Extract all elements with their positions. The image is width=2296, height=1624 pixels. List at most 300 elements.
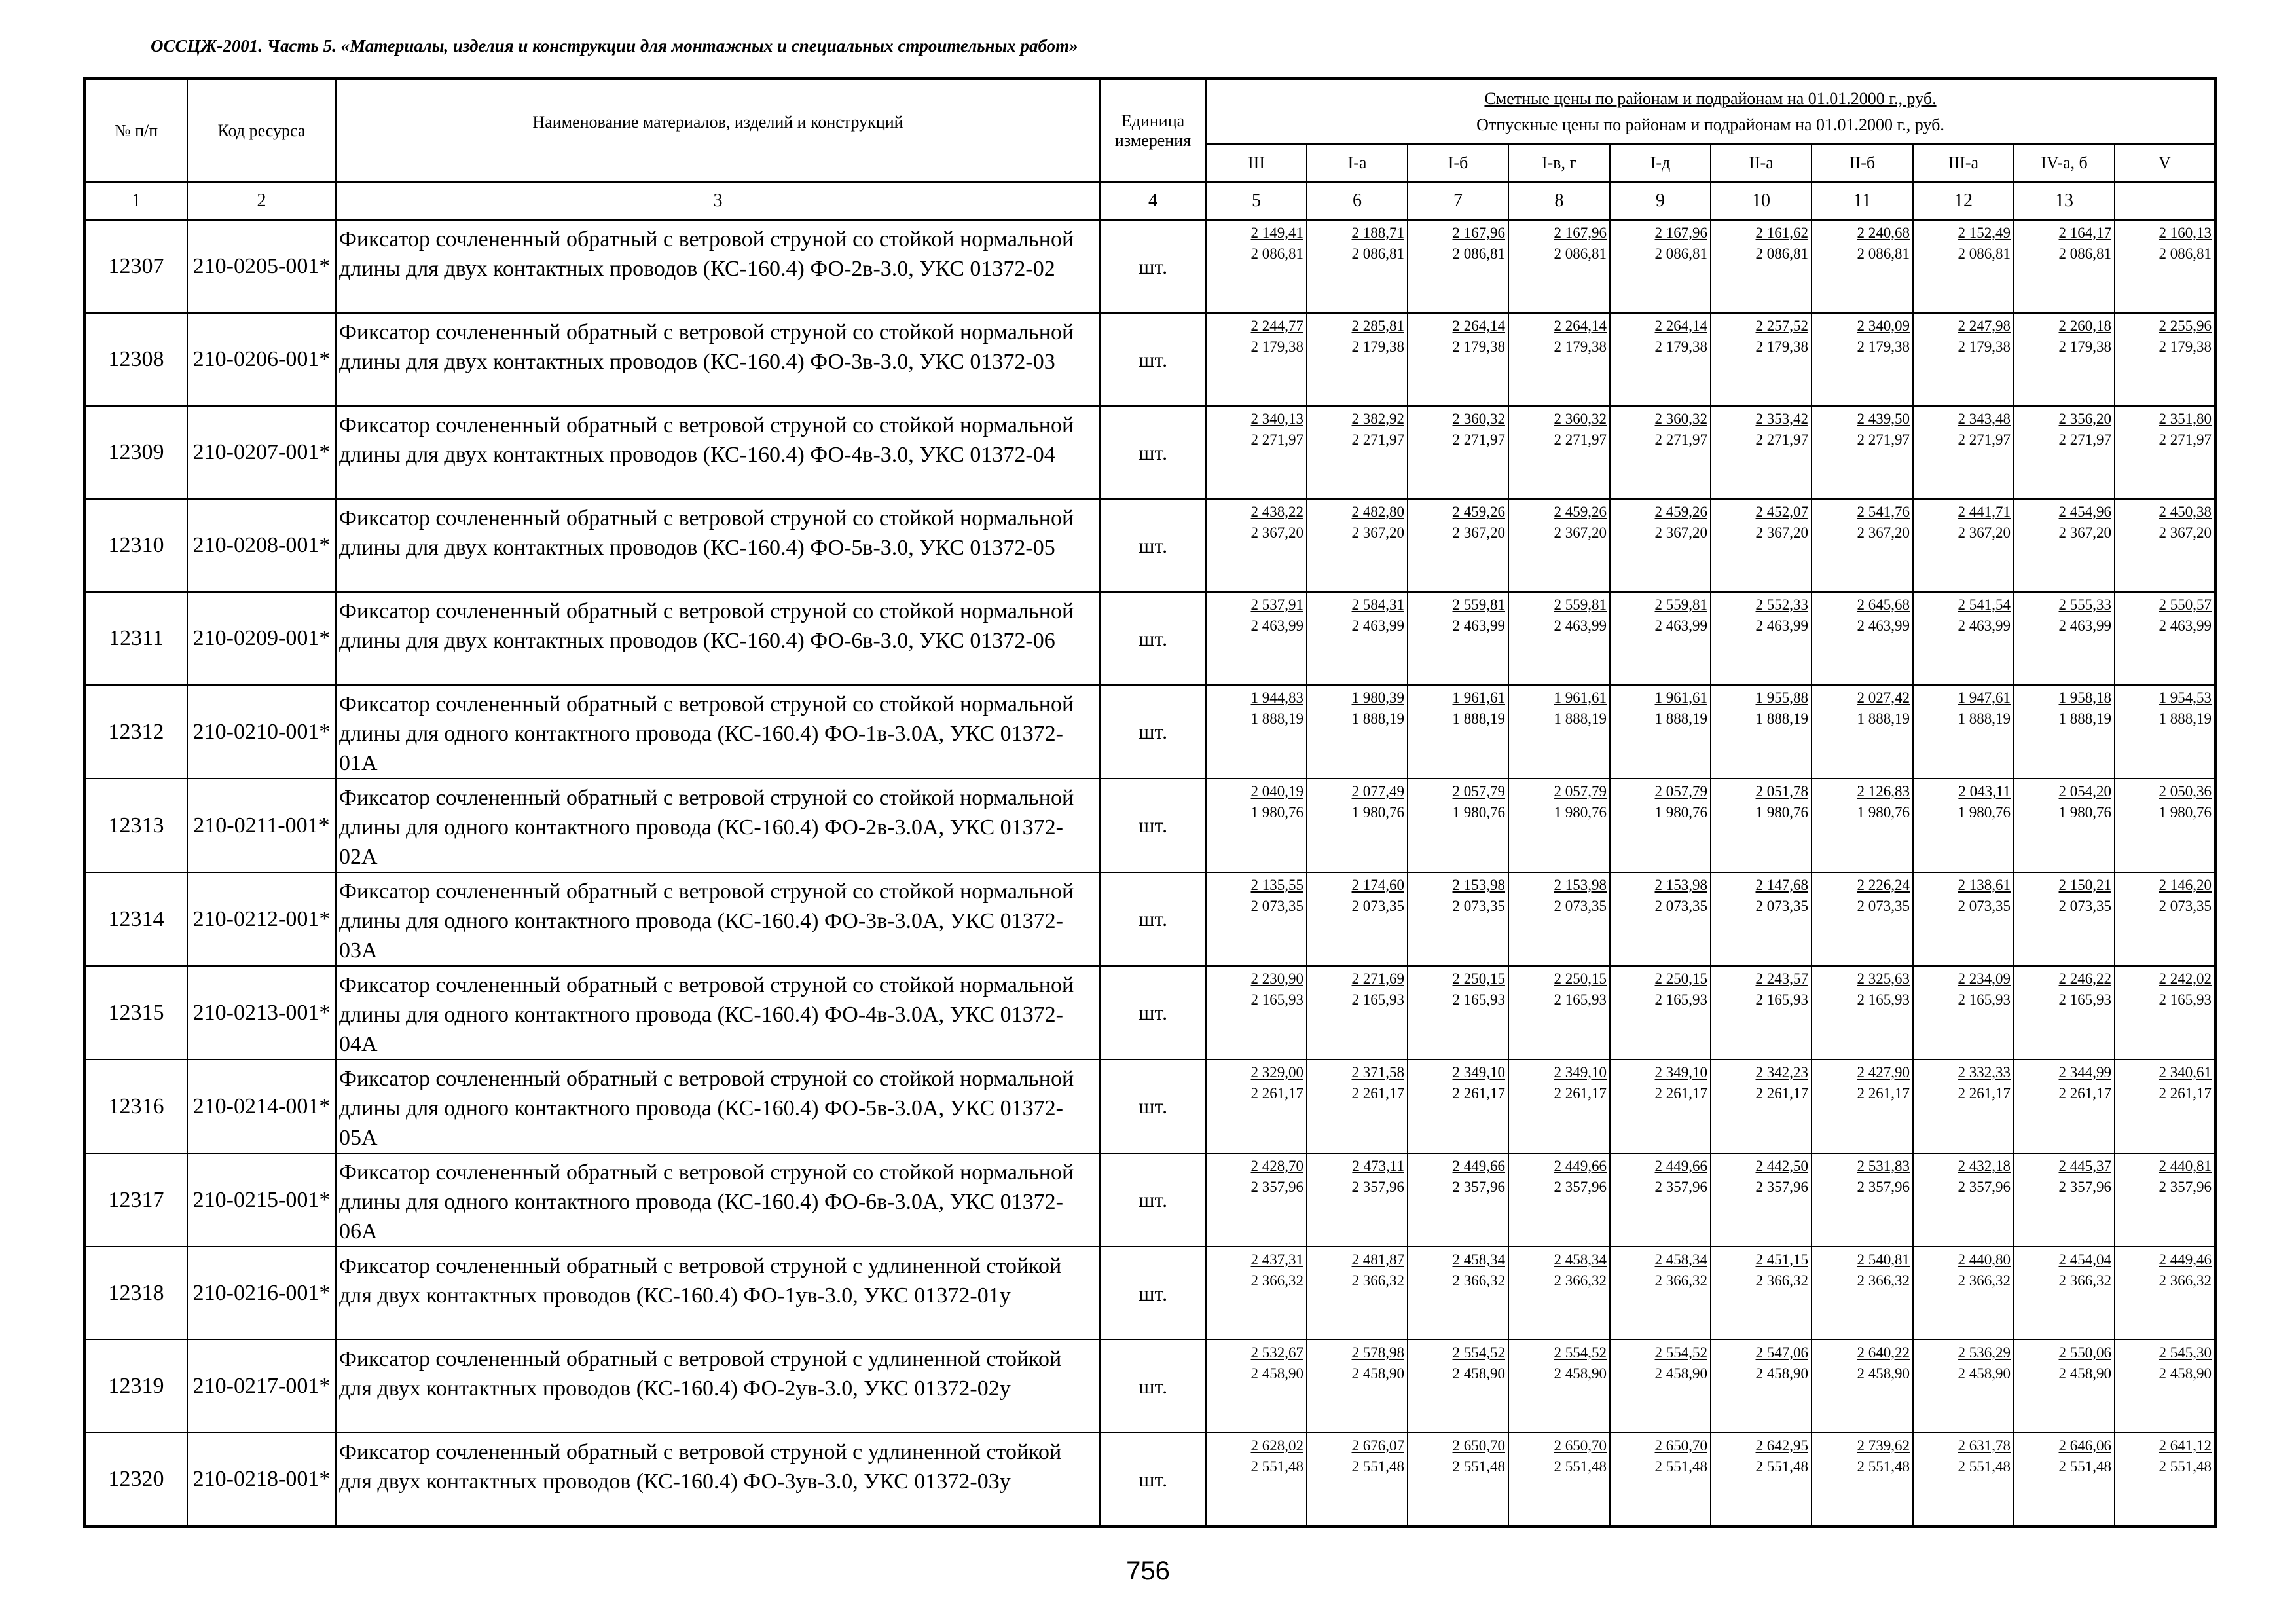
estimate-price: 2 242,02: [2159, 970, 2212, 987]
estimate-price: 2 449,46: [2159, 1251, 2212, 1268]
row-number: 12308: [84, 313, 187, 406]
column-number: 5: [1206, 182, 1307, 220]
price-table: [83, 77, 2217, 1528]
col-header-name: Наименование материалов, изделий и конструкций: [336, 79, 1100, 182]
estimate-price: 1 955,88: [1755, 690, 1808, 706]
col-header-prices: [1206, 79, 2215, 144]
table-row: [84, 1247, 2215, 1340]
release-price: 2 271,97: [1554, 432, 1607, 448]
release-price: 1 980,76: [1554, 804, 1607, 821]
release-price: 2 366,32: [2159, 1272, 2212, 1289]
estimate-price: 2 540,81: [1857, 1251, 1910, 1268]
estimate-price: 2 382,92: [1351, 411, 1404, 427]
price-cell: [1913, 966, 2014, 1060]
price-cell: [1610, 872, 1711, 966]
price-cell: [1508, 966, 1610, 1060]
release-price: 2 261,17: [2058, 1085, 2111, 1101]
price-cell: [1711, 1153, 1812, 1247]
estimate-price: 2 641,12: [2159, 1437, 2212, 1454]
release-price: 2 073,35: [1250, 898, 1303, 914]
price-cell: [2115, 779, 2215, 872]
price-cell: [1206, 220, 1307, 313]
release-price: 2 551,48: [1351, 1458, 1404, 1475]
release-price: 2 261,17: [2159, 1085, 2212, 1101]
price-cell: [1307, 1340, 1408, 1433]
release-price: 2 357,96: [1857, 1179, 1910, 1195]
release-price: 2 551,48: [1250, 1458, 1303, 1475]
price-cell: [1508, 1153, 1610, 1247]
estimate-price: 2 153,98: [1554, 877, 1607, 893]
estimate-price: 2 428,70: [1250, 1158, 1303, 1174]
estimate-price: 1 944,83: [1250, 690, 1303, 706]
release-price: 1 888,19: [1554, 710, 1607, 727]
price-cell: [1307, 966, 1408, 1060]
estimate-price: 2 353,42: [1755, 411, 1808, 427]
table-row: [84, 779, 2215, 872]
estimate-price: 2 149,41: [1250, 225, 1303, 241]
release-price: 2 179,38: [2159, 339, 2212, 355]
release-price: 2 271,97: [2159, 432, 2212, 448]
price-cell: [1508, 1060, 1610, 1153]
estimate-price: 2 555,33: [2058, 597, 2111, 613]
estimate-price: 2 343,48: [1958, 411, 2011, 427]
row-number: 12307: [84, 220, 187, 313]
release-price: 2 367,20: [1250, 525, 1303, 541]
release-price: 2 271,97: [1452, 432, 1505, 448]
price-cell: [1711, 592, 1812, 685]
price-cell: [1610, 1153, 1711, 1247]
release-price: 2 551,48: [1958, 1458, 2011, 1475]
release-price: 2 165,93: [1958, 991, 2011, 1008]
price-cell: [1206, 779, 1307, 872]
table-row: [84, 1433, 2215, 1526]
table-row: [84, 220, 2215, 313]
price-cell: [1812, 779, 1913, 872]
release-price: 2 073,35: [1554, 898, 1607, 914]
estimate-price: 2 329,00: [1250, 1064, 1303, 1080]
estimate-price: 2 153,98: [1452, 877, 1505, 893]
release-price: 2 271,97: [2058, 432, 2111, 448]
estimate-price: 2 246,22: [2058, 970, 2111, 987]
estimate-price: 2 440,80: [1958, 1251, 2011, 1268]
release-price: 2 366,32: [1958, 1272, 2011, 1289]
release-price: 2 073,35: [1755, 898, 1808, 914]
price-cell: [1812, 1340, 1913, 1433]
estimate-price: 1 961,61: [1654, 690, 1707, 706]
estimate-price: 2 351,80: [2159, 411, 2212, 427]
column-number: 12: [1913, 182, 2014, 220]
estimate-price: 2 027,42: [1857, 690, 1910, 706]
release-price: 1 888,19: [2159, 710, 2212, 727]
release-price: 2 458,90: [1351, 1365, 1404, 1382]
release-price: 2 551,48: [1452, 1458, 1505, 1475]
price-cell: [1711, 406, 1812, 499]
release-price: 2 458,90: [2058, 1365, 2111, 1382]
release-price: 2 551,48: [2159, 1458, 2212, 1475]
estimate-price: 2 454,96: [2058, 504, 2111, 520]
estimate-price: 2 344,99: [2058, 1064, 2111, 1080]
price-cell: [1711, 685, 1812, 779]
estimate-price: 2 559,81: [1554, 597, 1607, 613]
release-price: 2 073,35: [1351, 898, 1404, 914]
release-price: 2 463,99: [1452, 618, 1505, 634]
estimate-price: 1 958,18: [2058, 690, 2111, 706]
release-price: 2 366,32: [1857, 1272, 1910, 1289]
price-cell: [2014, 1247, 2115, 1340]
release-price: 2 367,20: [1554, 525, 1607, 541]
resource-code: 210-0205-001*: [187, 220, 336, 313]
estimate-price: 2 167,96: [1554, 225, 1607, 241]
estimate-price: 1 947,61: [1958, 690, 2011, 706]
region-header: II-б: [1812, 144, 1913, 182]
col-header-code: Код ресурса: [187, 79, 336, 182]
price-cell: [1913, 779, 2014, 872]
estimate-price: 2 167,96: [1654, 225, 1707, 241]
price-cell: [1508, 685, 1610, 779]
release-price: 2 073,35: [1452, 898, 1505, 914]
estimate-price: 2 356,20: [2058, 411, 2111, 427]
region-header: III: [1206, 144, 1307, 182]
release-price: 2 366,32: [1755, 1272, 1808, 1289]
price-cell: [1408, 1153, 1508, 1247]
column-number: 6: [1307, 182, 1408, 220]
price-cell: [1508, 1340, 1610, 1433]
price-cell: [1508, 220, 1610, 313]
price-cell: [2115, 685, 2215, 779]
resource-code: 210-0214-001*: [187, 1060, 336, 1153]
release-price: 2 366,32: [1452, 1272, 1505, 1289]
region-header: I-а: [1307, 144, 1408, 182]
unit-cell: шт.: [1100, 1433, 1206, 1526]
column-number: 13: [2014, 182, 2115, 220]
estimate-price: 1 980,39: [1351, 690, 1404, 706]
release-price: 2 073,35: [1654, 898, 1707, 914]
release-price: 2 367,20: [1958, 525, 2011, 541]
table-row: [84, 872, 2215, 966]
estimate-price: 2 438,22: [1250, 504, 1303, 520]
price-cell: [1711, 313, 1812, 406]
price-cell: [1206, 685, 1307, 779]
price-cell: [1913, 1340, 2014, 1433]
unit-cell: шт.: [1100, 685, 1206, 779]
estimate-price: 2 243,57: [1755, 970, 1808, 987]
price-cell: [1508, 406, 1610, 499]
price-cell: [2014, 1060, 2115, 1153]
release-price: 2 458,90: [2159, 1365, 2212, 1382]
price-cell: [1610, 1060, 1711, 1153]
price-cell: [1812, 966, 1913, 1060]
price-cell: [1307, 685, 1408, 779]
estimate-price: 2 240,68: [1857, 225, 1910, 241]
release-price: 2 357,96: [1351, 1179, 1404, 1195]
release-price: 2 261,17: [1755, 1085, 1808, 1101]
price-cell: [1206, 1153, 1307, 1247]
release-price: 2 179,38: [2058, 339, 2111, 355]
price-cell: [2115, 220, 2215, 313]
estimate-price: 2 234,09: [1958, 970, 2011, 987]
resource-code: 210-0217-001*: [187, 1340, 336, 1433]
release-price: 2 357,96: [2058, 1179, 2111, 1195]
release-price: 2 073,35: [2058, 898, 2111, 914]
release-price: 2 165,93: [2058, 991, 2111, 1008]
estimate-price: 2 340,13: [1250, 411, 1303, 427]
estimate-price: 2 449,66: [1452, 1158, 1505, 1174]
estimate-price: 2 332,33: [1958, 1064, 2011, 1080]
item-name: Фиксатор сочлененный обратный с ветровой струной с удлиненной стойкой для двух контактных проводов (КС-160.4) ФО-1ув-3.0, УКС 01372-01у: [336, 1247, 1100, 1340]
price-cell: [1812, 1153, 1913, 1247]
price-cell: [1711, 499, 1812, 592]
price-cell: [1307, 220, 1408, 313]
estimate-price: 2 043,11: [1958, 783, 2011, 800]
estimate-price: 2 153,98: [1654, 877, 1707, 893]
item-name: Фиксатор сочлененный обратный с ветровой струной со стойкой нормальной длины для одного контактного провода (КС-160.4) ФО-3в-3.0А, УКС 01372-03А: [336, 872, 1100, 966]
row-number: 12311: [84, 592, 187, 685]
release-price: 1 888,19: [1958, 710, 2011, 727]
resource-code: 210-0207-001*: [187, 406, 336, 499]
price-cell: [1913, 499, 2014, 592]
resource-code: 210-0215-001*: [187, 1153, 336, 1247]
estimate-price: 2 342,23: [1755, 1064, 1808, 1080]
estimate-price: 2 439,50: [1857, 411, 1910, 427]
release-price: 2 357,96: [1554, 1179, 1607, 1195]
release-price: 2 165,93: [1554, 991, 1607, 1008]
price-cell: [1408, 1060, 1508, 1153]
estimate-price: 2 458,34: [1452, 1251, 1505, 1268]
price-cell: [2014, 406, 2115, 499]
release-price: 2 179,38: [1958, 339, 2011, 355]
release-price: 2 179,38: [1351, 339, 1404, 355]
price-cell: [1913, 313, 2014, 406]
release-price: 1 980,76: [1654, 804, 1707, 821]
estimate-price: 2 459,26: [1554, 504, 1607, 520]
table-row: [84, 1153, 2215, 1247]
resource-code: 210-0216-001*: [187, 1247, 336, 1340]
estimate-price: 2 271,69: [1351, 970, 1404, 987]
release-price: 2 463,99: [1958, 618, 2011, 634]
row-number: 12317: [84, 1153, 187, 1247]
price-cell: [1307, 313, 1408, 406]
price-cell: [1307, 872, 1408, 966]
release-price: 2 357,96: [2159, 1179, 2212, 1195]
estimate-price: 2 349,10: [1554, 1064, 1607, 1080]
estimate-price: 2 161,62: [1755, 225, 1808, 241]
price-cell: [1913, 872, 2014, 966]
unit-cell: шт.: [1100, 779, 1206, 872]
estimate-price: 2 541,54: [1958, 597, 2011, 613]
release-price: 2 463,99: [1755, 618, 1808, 634]
item-name: Фиксатор сочлененный обратный с ветровой струной со стойкой нормальной длины для двух контактных проводов (КС-160.4) ФО-2в-3.0, УКС 01372-02: [336, 220, 1100, 313]
release-price: 2 179,38: [1250, 339, 1303, 355]
price-cell: [1408, 966, 1508, 1060]
item-name: Фиксатор сочлененный обратный с ветровой струной со стойкой нормальной длины для одного контактного провода (КС-160.4) ФО-2в-3.0А, УКС 01372-02А: [336, 779, 1100, 872]
estimate-price: 2 645,68: [1857, 597, 1910, 613]
release-price: 1 980,76: [2159, 804, 2212, 821]
release-price: 2 551,48: [1654, 1458, 1707, 1475]
row-number: 12320: [84, 1433, 187, 1526]
price-cell: [1307, 1153, 1408, 1247]
row-number: 12316: [84, 1060, 187, 1153]
estimate-price: 2 559,81: [1654, 597, 1707, 613]
price-cell: [1610, 499, 1711, 592]
price-cell: [1408, 406, 1508, 499]
estimate-price: 1 954,53: [2159, 690, 2212, 706]
price-cell: [1610, 685, 1711, 779]
estimate-price: 2 160,13: [2159, 225, 2212, 241]
resource-code: 210-0212-001*: [187, 872, 336, 966]
price-cell: [2115, 313, 2215, 406]
row-number: 12319: [84, 1340, 187, 1433]
release-price: 2 086,81: [1958, 246, 2011, 262]
price-cell: [1812, 406, 1913, 499]
release-price: 2 367,20: [1755, 525, 1808, 541]
estimate-price: 2 536,29: [1958, 1344, 2011, 1361]
release-price: 2 086,81: [1452, 246, 1505, 262]
estimate-price: 2 164,17: [2058, 225, 2111, 241]
price-cell: [1913, 406, 2014, 499]
price-cell: [1206, 406, 1307, 499]
estimate-price: 1 961,61: [1452, 690, 1505, 706]
price-cell: [2014, 220, 2115, 313]
release-price: 2 367,20: [1452, 525, 1505, 541]
unit-cell: шт.: [1100, 592, 1206, 685]
release-price: 1 888,19: [1452, 710, 1505, 727]
estimate-price: 2 432,18: [1958, 1158, 2011, 1174]
release-price: 1 888,19: [1250, 710, 1303, 727]
release-price: 2 357,96: [1958, 1179, 2011, 1195]
release-price: 2 551,48: [2058, 1458, 2111, 1475]
estimate-price: 2 554,52: [1554, 1344, 1607, 1361]
estimate-price: 2 451,15: [1755, 1251, 1808, 1268]
price-cell: [1307, 1060, 1408, 1153]
table-header: [84, 79, 2215, 220]
estimate-price: 2 340,61: [2159, 1064, 2212, 1080]
release-price: 2 458,90: [1654, 1365, 1707, 1382]
release-price: 2 073,35: [1857, 898, 1910, 914]
price-cell: [2014, 779, 2115, 872]
release-price: 1 888,19: [1755, 710, 1808, 727]
estimate-price: 2 152,49: [1958, 225, 2011, 241]
row-number: 12318: [84, 1247, 187, 1340]
estimate-price: 2 126,83: [1857, 783, 1910, 800]
release-price: 2 261,17: [1857, 1085, 1910, 1101]
item-name: Фиксатор сочлененный обратный с ветровой струной со стойкой нормальной длины для одного контактного провода (КС-160.4) ФО-4в-3.0А, УКС 01372-04А: [336, 966, 1100, 1060]
price-cell: [2115, 872, 2215, 966]
price-cell: [1307, 779, 1408, 872]
item-name: Фиксатор сочлененный обратный с ветровой струной со стойкой нормальной длины для одного контактного провода (КС-160.4) ФО-6в-3.0А, УКС 01372-06А: [336, 1153, 1100, 1247]
price-cell: [1913, 220, 2014, 313]
price-cell: [1711, 220, 1812, 313]
release-price: 2 271,97: [1351, 432, 1404, 448]
estimate-price: 2 442,50: [1755, 1158, 1808, 1174]
estimate-price: 2 040,19: [1250, 783, 1303, 800]
release-price: 2 366,32: [2058, 1272, 2111, 1289]
resource-code: 210-0206-001*: [187, 313, 336, 406]
release-price: 2 179,38: [1755, 339, 1808, 355]
price-cell: [2115, 499, 2215, 592]
resource-code: 210-0213-001*: [187, 966, 336, 1060]
estimate-price: 2 537,91: [1250, 597, 1303, 613]
estimate-price: 2 650,70: [1452, 1437, 1505, 1454]
estimate-price: 2 188,71: [1351, 225, 1404, 241]
estimate-price: 2 646,06: [2058, 1437, 2111, 1454]
estimate-price: 2 138,61: [1958, 877, 2011, 893]
estimate-price: 2 552,33: [1755, 597, 1808, 613]
release-price: 2 271,97: [1755, 432, 1808, 448]
column-number: 9: [1610, 182, 1711, 220]
release-price: 2 261,17: [1351, 1085, 1404, 1101]
release-price: 2 179,38: [1654, 339, 1707, 355]
price-cell: [1812, 220, 1913, 313]
estimate-price: 2 244,77: [1250, 318, 1303, 334]
release-price: 2 261,17: [1958, 1085, 2011, 1101]
unit-cell: шт.: [1100, 872, 1206, 966]
release-price: 2 086,81: [1250, 246, 1303, 262]
row-number: 12309: [84, 406, 187, 499]
release-price: 2 458,90: [1857, 1365, 1910, 1382]
price-cell: [2014, 685, 2115, 779]
table-row: [84, 313, 2215, 406]
release-price: 2 073,35: [1958, 898, 2011, 914]
estimate-price: 2 459,26: [1654, 504, 1707, 520]
price-cell: [1610, 966, 1711, 1060]
prices-estimate-label: Сметные цены по районам и подрайонам на 01.01.2000 г., руб.: [1484, 88, 1937, 108]
region-header: I-б: [1408, 144, 1508, 182]
table-row: [84, 592, 2215, 685]
estimate-price: 2 550,06: [2058, 1344, 2111, 1361]
price-cell: [1711, 872, 1812, 966]
estimate-price: 2 349,10: [1654, 1064, 1707, 1080]
price-cell: [1711, 1247, 1812, 1340]
release-price: 2 463,99: [1250, 618, 1303, 634]
estimate-price: 2 441,71: [1958, 504, 2011, 520]
column-number: 4: [1100, 182, 1206, 220]
estimate-price: 2 057,79: [1452, 783, 1505, 800]
price-cell: [1206, 313, 1307, 406]
price-cell: [1408, 592, 1508, 685]
price-cell: [1812, 872, 1913, 966]
price-cell: [1206, 872, 1307, 966]
column-number: 2: [187, 182, 336, 220]
release-price: 2 165,93: [1452, 991, 1505, 1008]
estimate-price: 2 250,15: [1554, 970, 1607, 987]
price-cell: [1206, 499, 1307, 592]
estimate-price: 2 247,98: [1958, 318, 2011, 334]
price-cell: [1206, 1060, 1307, 1153]
unit-cell: шт.: [1100, 966, 1206, 1060]
estimate-price: 2 360,32: [1654, 411, 1707, 427]
release-price: 2 086,81: [1351, 246, 1404, 262]
table-row: [84, 499, 2215, 592]
estimate-price: 2 050,36: [2159, 783, 2212, 800]
price-cell: [2014, 592, 2115, 685]
unit-cell: шт.: [1100, 220, 1206, 313]
prices-release-label: Отпускные цены по районам и подрайонам на 01.01.2000 г., руб.: [1476, 115, 1944, 134]
price-cell: [2115, 592, 2215, 685]
estimate-price: 2 458,34: [1654, 1251, 1707, 1268]
estimate-price: 2 146,20: [2159, 877, 2212, 893]
estimate-price: 2 340,09: [1857, 318, 1910, 334]
estimate-price: 2 676,07: [1351, 1437, 1404, 1454]
row-number: 12314: [84, 872, 187, 966]
estimate-price: 2 349,10: [1452, 1064, 1505, 1080]
release-price: 2 366,32: [1554, 1272, 1607, 1289]
row-number: 12310: [84, 499, 187, 592]
price-cell: [2014, 499, 2115, 592]
estimate-price: 2 285,81: [1351, 318, 1404, 334]
estimate-price: 2 642,95: [1755, 1437, 1808, 1454]
price-cell: [1812, 499, 1913, 592]
price-cell: [1913, 592, 2014, 685]
